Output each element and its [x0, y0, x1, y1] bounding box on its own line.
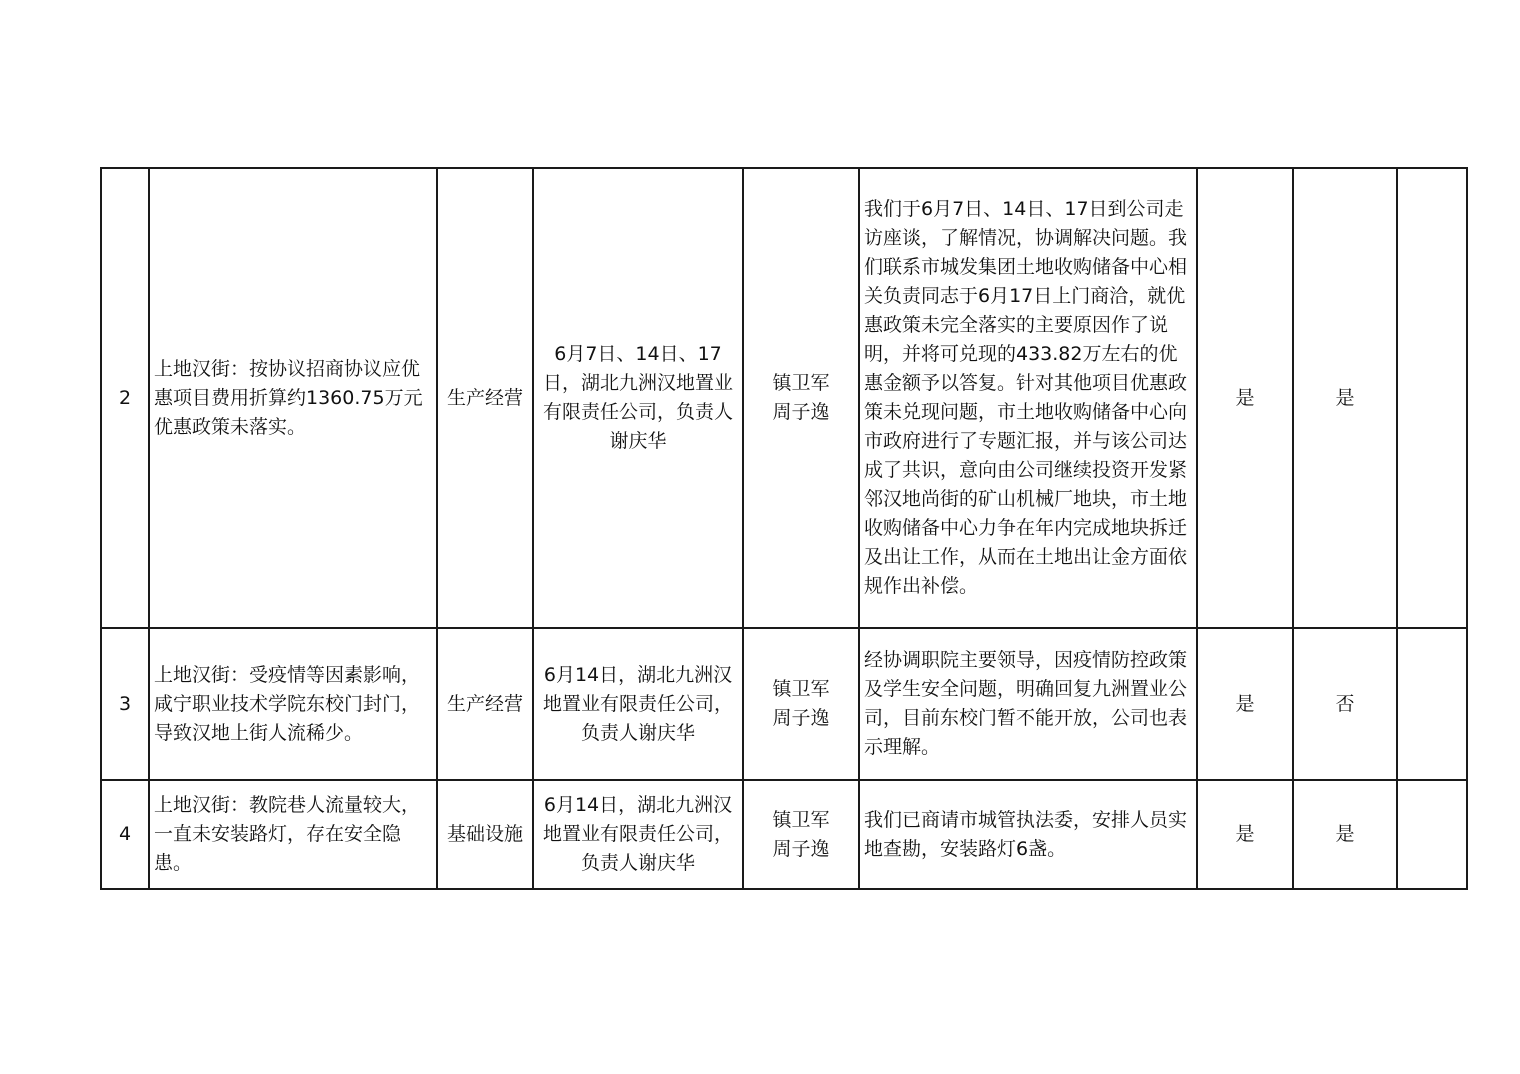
responsible-persons: 镇卫军 周子逸 — [743, 628, 859, 780]
remarks-cell — [1397, 628, 1467, 780]
visit-info: 6月14日，湖北九洲汉地置业有限责任公司，负责人谢庆华 — [533, 628, 743, 780]
resolution-text: 经协调职院主要领导，因疫情防控政策及学生安全问题，明确回复九洲置业公司，目前东校门暂不能开放，公司也表示理解。 — [859, 628, 1197, 780]
issue-category: 基础设施 — [437, 780, 533, 889]
issue-category: 生产经营 — [437, 168, 533, 628]
table-row — [101, 168, 1467, 628]
responsible-persons: 镇卫军 周子逸 — [743, 168, 859, 628]
status-cell-1: 是 — [1197, 628, 1293, 780]
row-number: 3 — [101, 628, 149, 780]
issues-table — [100, 167, 1468, 890]
remarks-cell — [1397, 780, 1467, 889]
status-cell-1: 是 — [1197, 168, 1293, 628]
status-cell-1: 是 — [1197, 780, 1293, 889]
issue-description: 上地汉街：教院巷人流量较大，一直未安装路灯，存在安全隐患。 — [149, 780, 437, 889]
resolution-text: 我们已商请市城管执法委，安排人员实地查勘，安装路灯6盏。 — [859, 780, 1197, 889]
status-cell-2: 是 — [1293, 168, 1397, 628]
table-row — [101, 628, 1467, 780]
visit-info: 6月14日，湖北九洲汉地置业有限责任公司，负责人谢庆华 — [533, 780, 743, 889]
visit-info: 6月7日、14日、17日，湖北九洲汉地置业有限责任公司，负责人谢庆华 — [533, 168, 743, 628]
resolution-text: 我们于6月7日、14日、17日到公司走访座谈，了解情况，协调解决问题。我们联系市城发集团土地收购储备中心相关负责同志于6月17日上门商洽，就优惠政策未完全落实的主要原因作了说明，并将可兑现的433.82万左右的优惠金额予以答复。针对其他项目优惠政策未兑现问题，市土地收购储备中心向市政府进行了专题汇报，并与该公司达成了共识，意向由公司继续投资开发紧邻汉地尚街的矿山机械厂地块，市土地收购储备中心力争在年内完成地块拆迁及出让工作，从而在土地出让金方面依规作出补偿。 — [859, 168, 1197, 628]
issue-description: 上地汉街：按协议招商协议应优惠项目费用折算约1360.75万元优惠政策未落实。 — [149, 168, 437, 628]
row-number: 2 — [101, 168, 149, 628]
responsible-persons: 镇卫军 周子逸 — [743, 780, 859, 889]
status-cell-2: 否 — [1293, 628, 1397, 780]
status-cell-2: 是 — [1293, 780, 1397, 889]
issue-category: 生产经营 — [437, 628, 533, 780]
remarks-cell — [1397, 168, 1467, 628]
table-row — [101, 780, 1467, 889]
row-number: 4 — [101, 780, 149, 889]
issue-description: 上地汉街：受疫情等因素影响，咸宁职业技术学院东校门封门，导致汉地上街人流稀少。 — [149, 628, 437, 780]
